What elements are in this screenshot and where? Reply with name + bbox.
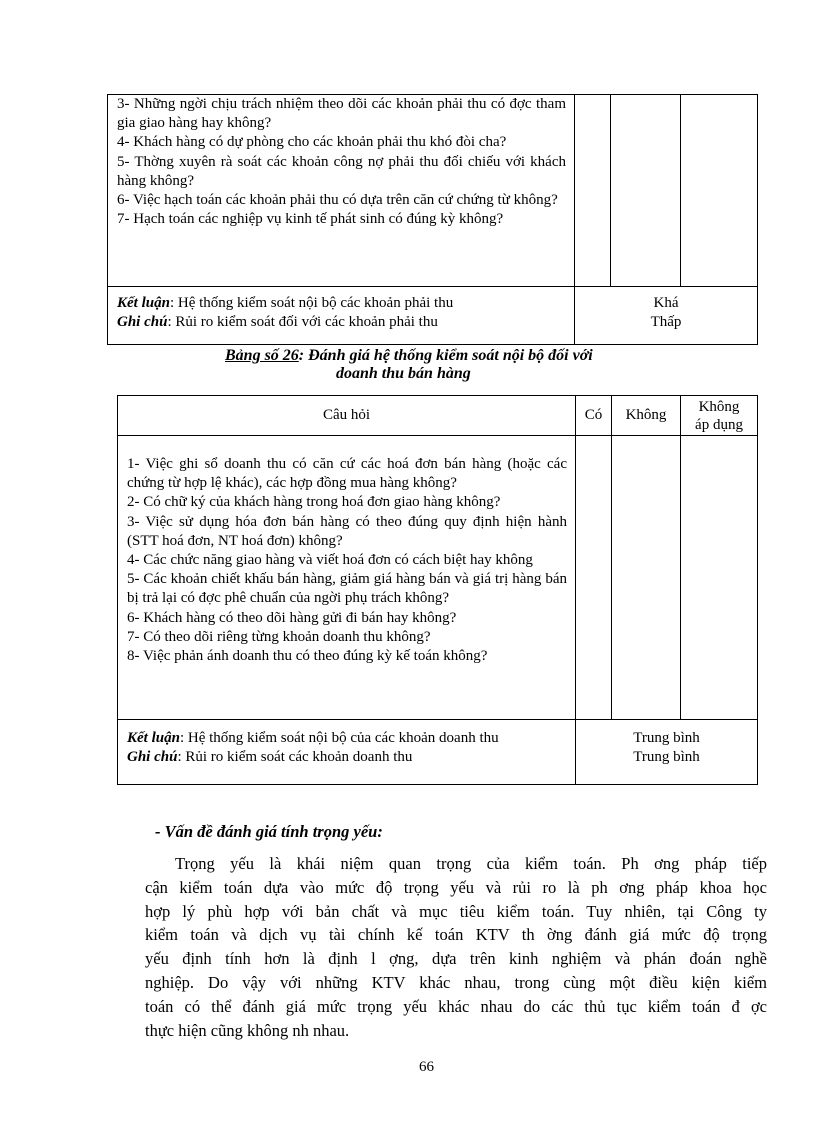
paragraph-line: yếu định tính hơn là định l ợng, dựa trên kinh nghiệm và phán đoán nghề <box>145 949 767 969</box>
question-item: 7- Hạch toán các nghiệp vụ kinh tế phát sinh có đúng kỳ không? <box>117 211 504 228</box>
conclusion-label: Kết luận <box>127 730 180 746</box>
note-value: Thấp <box>650 314 682 330</box>
question-item: 8- Việc phản ánh doanh thu có theo đúng kỳ kế toán không? <box>127 648 488 665</box>
questions-cell <box>118 436 576 720</box>
header-not-applicable <box>681 396 758 436</box>
conclusion-value: Khá <box>653 295 679 311</box>
question-item: 4- Các chức năng giao hàng và viết hoá đơn có cách biệt hay không <box>127 552 533 569</box>
section-heading: - Vấn đề đánh giá tính trọng yếu: <box>155 822 383 841</box>
paragraph-line: toán có thể đánh giá mức trọng yếu khác nhau do các thủ tục kiểm toán đ ợc <box>145 996 767 1016</box>
answer-yes-cell <box>575 95 611 287</box>
internal-control-table-receivables <box>107 94 758 345</box>
paragraph-line: Trọng yếu là khái niệm quan trọng của kiểm toán. Ph ơng pháp tiếp <box>175 854 767 873</box>
note-label: Ghi chú <box>117 314 168 330</box>
questions-cell <box>108 95 575 287</box>
question-item: 6- Việc hạch toán các khoản phải thu có dựa trên căn cứ chứng từ không? <box>117 192 558 209</box>
answer-na-cell <box>681 95 758 287</box>
question-item: 3- Những ngời chịu trách nhiệm theo dõi các khoản phải thu có đợc tham gia giao hàng hay không? <box>117 96 566 132</box>
question-item: 5- Thờng xuyên rà soát các khoản công nợ phải thu đối chiếu với khách hàng không? <box>117 153 566 189</box>
header-na-line2: áp dụng <box>695 416 743 433</box>
note-text: : Rủi ro kiểm soát các khoản doanh thu <box>177 749 413 765</box>
paragraph-line: kiểm toán và dịch vụ tài chính kế toán KTV th ờng đánh giá mức độ trọng <box>145 925 767 945</box>
paragraph-line: thực hiện cũng không nh nhau. <box>145 1020 350 1040</box>
header-no: Không <box>612 396 681 436</box>
rating-cell <box>575 287 758 345</box>
question-item: 3- Việc sử dụng hóa đơn bán hàng có theo đúng quy định hiện hành (STT hoá đơn, NT hoá đơn) không? <box>127 513 567 549</box>
paragraph-line: cận kiểm toán dựa vào mức độ trọng yếu và rủi ro là ph ơng pháp khoa học <box>145 877 767 897</box>
paragraph-line: nghiệp. Do vậy với những KTV khác nhau, trong cùng một điều kiện kiểm <box>145 972 767 992</box>
question-item: 2- Có chữ ký của khách hàng trong hoá đơn giao hàng không? <box>127 494 501 511</box>
conclusion-value: Trung bình <box>633 730 700 746</box>
note-label: Ghi chú <box>127 749 178 765</box>
conclusion-text: : Hệ thống kiểm soát nội bộ các khoản phải thu <box>169 295 454 311</box>
answer-no-cell <box>611 95 681 287</box>
question-item: 1- Việc ghi sổ doanh thu có căn cứ các hoá đơn bán hàng (hoặc các chứng từ hợp lệ khác), các hợp đồng mua hàng không? <box>127 456 567 492</box>
header-yes: Có <box>576 396 612 436</box>
question-item: 5- Các khoản chiết khấu bán hàng, giảm giá hàng bán và giá trị hàng bán bị trả lại có đợc phê chuẩn của ngời phụ trách không? <box>127 571 567 607</box>
answer-no-cell <box>612 436 681 720</box>
question-item: 6- Khách hàng có theo dõi hàng gửi đi bán hay không? <box>127 609 457 626</box>
internal-control-table-revenue <box>117 395 758 785</box>
page-number: 66 <box>419 1059 434 1075</box>
note-text: : Rủi ro kiểm soát đối với các khoản phải thu <box>167 314 438 330</box>
caption-title-line1: : Đánh giá hệ thống kiểm soát nội bộ đối với <box>298 347 593 364</box>
conclusion-cell <box>108 287 575 345</box>
rating-cell <box>576 720 758 785</box>
answer-na-cell <box>681 436 758 720</box>
header-na-line1: Không <box>698 398 740 415</box>
header-question: Câu hỏi <box>118 396 576 436</box>
conclusion-label: Kết luận <box>117 295 170 311</box>
answer-yes-cell <box>576 436 612 720</box>
question-item: 7- Có theo dõi riêng từng khoản doanh thu không? <box>127 628 431 645</box>
paragraph-line: hợp lý phù hợp với bản chất và mục tiêu kiểm toán. Tuy nhiên, tại Công ty <box>145 901 767 921</box>
body-paragraph <box>145 852 767 1042</box>
table-caption <box>225 347 593 365</box>
question-item: 4- Khách hàng có dự phòng cho các khoản phải thu khó đòi cha? <box>117 134 507 151</box>
conclusion-cell <box>118 720 576 785</box>
caption-title-line2: doanh thu bán hàng <box>336 365 471 382</box>
table-number: Bảng số 26 <box>225 347 299 364</box>
conclusion-text: : Hệ thống kiểm soát nội bộ của các khoản doanh thu <box>179 730 499 746</box>
note-value: Trung bình <box>633 749 700 765</box>
